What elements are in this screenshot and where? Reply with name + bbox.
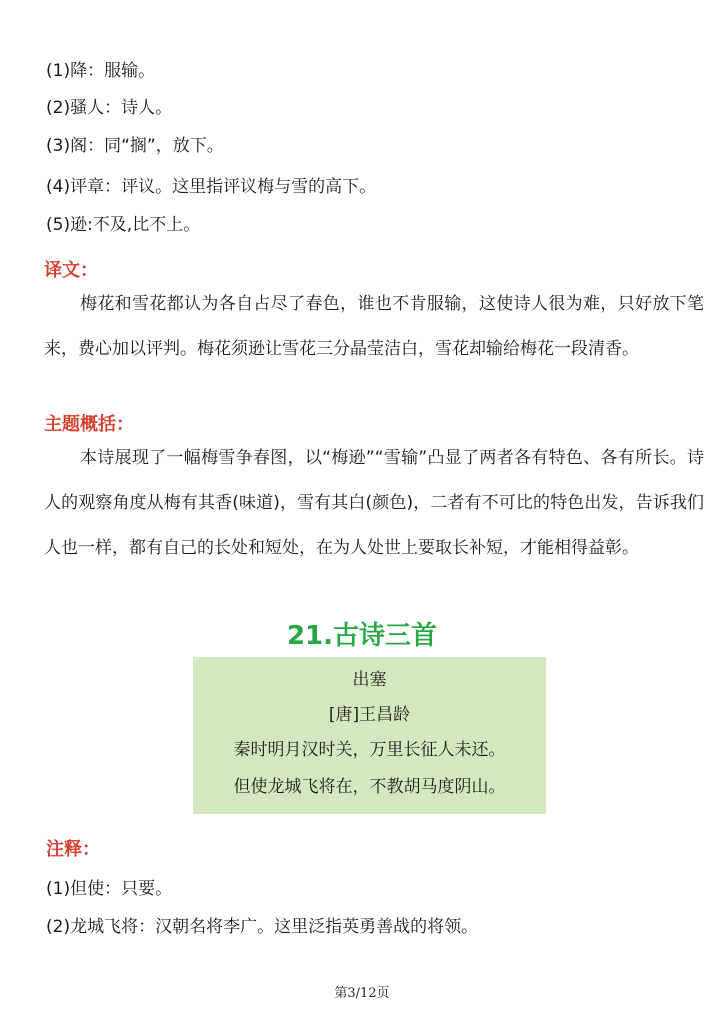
theme-heading: 主题概括： [44,414,134,435]
note-item: (3)阁：同“搁”，放下。 [46,136,224,156]
translation-text: 梅花和雪花都认为各自占尽了春色，谁也不肯服输，这使诗人很为难，只好放下笔来，费心加以评判。梅花须逊让雪花三分晶莹洁白，雪花却输给梅花一段清香。 [44,294,704,359]
chapter-title: 21.古诗三首 [286,621,438,651]
annotation-item: (2)龙城飞将：汉朝名将李广。这里泛指英勇善战的将领。 [46,917,479,937]
annotations-heading: 注释： [46,839,100,860]
note-item: (1)降：服输。 [46,61,156,81]
poem-title: 出塞 [352,670,387,690]
note-item: (5)逊:不及,比不上。 [46,215,201,235]
poem-line: 秦时明月汉时关，万里长征人未还。 [233,740,506,760]
poem-box [193,657,546,814]
note-item: (4)评章：评议。这里指评议梅与雪的高下。 [46,177,377,197]
theme-text: 本诗展现了一幅梅雪争春图，以“梅逊”“雪输”凸显了两者各有特色、各有所长。诗人的观察角度从梅有其香(味道)，雪有其白(颜色)，二者有不可比的特色出发，告诉我们人也一样，都有自己的长处和短处，在为人处世上要取长补短，才能相得益彰。 [44,448,704,558]
poem-line: 但使龙城飞将在，不教胡马度阴山。 [233,777,506,797]
translation-heading: 译文： [44,260,98,281]
page-number: 第3/12页 [334,986,390,1001]
note-item: (2)骚人：诗人。 [46,98,173,118]
poem-author: [唐]王昌龄 [328,705,411,725]
annotation-item: (1)但使：只要。 [46,879,173,899]
